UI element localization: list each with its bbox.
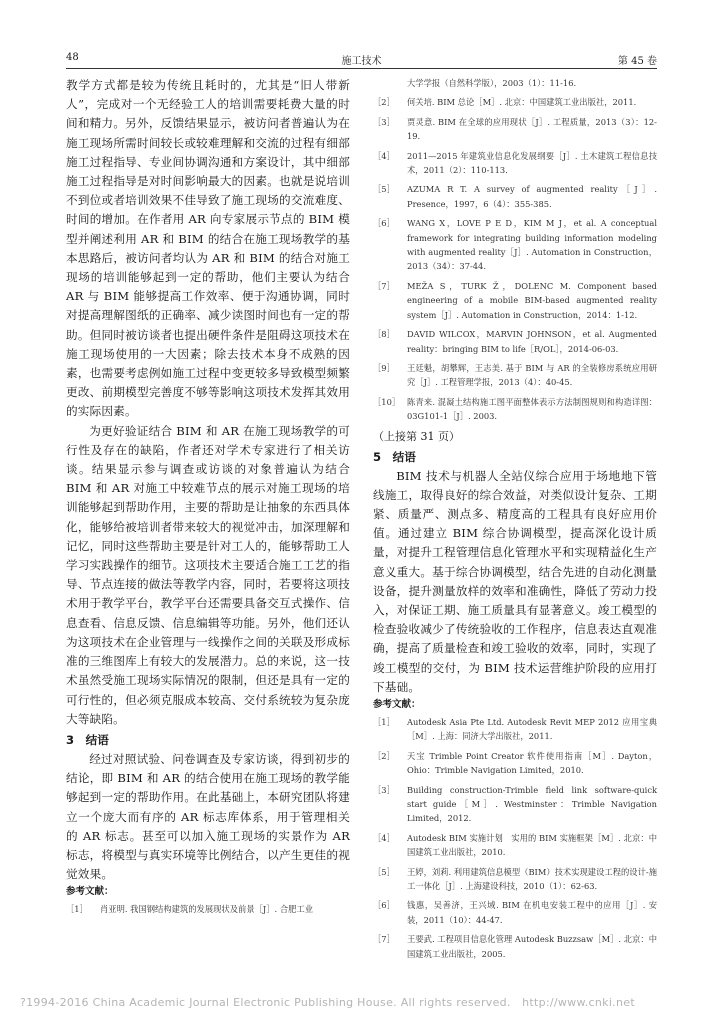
reference-text: AZUMA R T. A survey of augmented reality［J］. Presence，1997，6（4）：355-385. (407, 184, 657, 209)
reference-text: MEŽA S，TURK Ž，DOLENC M. Component based engineering of a mobile BIM-based augmented reality system［J］. Automation in Construction，2014：1-12. (407, 280, 657, 320)
reference-text: 大学学报（自然科学版），2003（1）：11-16. (407, 78, 577, 88)
reference-number: ［3］ (373, 116, 395, 127)
reference-number: ［8］ (373, 329, 395, 340)
reference-item (373, 395, 657, 424)
reference-number: ［4］ (373, 832, 395, 843)
section-title: 5 结语 (373, 449, 416, 464)
continued-from-note: （上接第 31 页） (373, 429, 460, 443)
body-paragraph: 为更好验证结合 BIM 和 AR 在施工现场教学的可行性及存在的缺陷，作者还对学术专家进行了相关访谈。结果显示参与调查或访谈的对象普遍认为结合 BIM 和 AR 对施工中较难节点的展示对施工现场的培训能够起到帮助作用，主要的帮助是让抽象的东西具体化，能够给被培训者带来较大的视觉冲击，加深理解和记忆，同时这些帮助主要是针对工人的，能够帮助工人学习实践操作的细节。这项技术主要适合施工工艺的指导、节点连接的做法等教学内容，同时，若要将这项技术用于教学平台，教学平台还需要具备交互式操作、信息查看、信息反馈、信息编辑等功能。另外，他们还认为这项技术在企业管理与一线操作之间的关联及形成标准的三维图库上有较大的发展潜力。总的来说，这一技术虽然受施工现场实际情况的限制，但还是具有一定的可行性的，但必须克服成本较高、交付系统较为复杂庞大等缺陷。 (66, 423, 350, 726)
reference-item (373, 749, 657, 778)
reference-number: ［7］ (373, 934, 395, 945)
reference-text: 天宝 Trimble Point Creator 软件使用指南［M］. Dayton，Ohio：Trimble Navigation Limited，2010. (407, 750, 657, 776)
reference-text: 何关培. BIM 总论［M］. 北京：中国建筑工业出版社，2011. (407, 97, 637, 108)
section-title: 3 结语 (66, 732, 109, 747)
reference-item (373, 216, 657, 274)
reference-number: ［5］ (373, 866, 395, 877)
reference-text: WANG X，LOVE P E D，KIM M J，et al. A conceptual framework for integrating building information modeling with augmented reality［J］. Automation in Construction，2013（34）：37-44. (407, 218, 657, 272)
reference-item (373, 831, 657, 860)
reference-list (66, 902, 350, 916)
reference-text: 贾灵意. BIM 在全球的应用现状［J］. 工程质量，2013（3）：12-19. (407, 116, 657, 142)
conclusion-paragraph: BIM 技术与机器人全站仪综合应用于场地地下管线施工，取得良好的综合效益，对类似设计复杂、工期紧、质量严、测点多、精度高的工程具有良好应用价值。通过建立 BIM 综合协调模型，提高深化设计质量，对提升工程管理信息化管理水平和实现精益化生产意义重大。基于综合协调模型，结合先进的自动化测量设备，提升测量放样的效率和准确性，降低了劳动力投入，对保证工期、施工质量具有显著意义。竣工模型的检查验收减少了传统验收的工作程序，信息表达直观准确，提高了质量检查和竣工验收的效率，同时，实现了竣工模型的交付，为 BIM 技术运营维护阶段的应用打下基础。 (373, 468, 657, 694)
header-rule (66, 68, 657, 69)
reference-text: Building construction-Trimble field link software-quick start guide［M］. Westminster：Trimble Navigation Limited，2012. (407, 784, 657, 824)
reference-item (373, 327, 657, 356)
reference-number: ［3］ (373, 784, 395, 795)
right-column (373, 76, 657, 966)
reference-item (373, 182, 657, 211)
conclusion-paragraph: 经过对照试验、问卷调查及专家访谈，得到初步的结论，即 BIM 和 AR 的结合使用在施工现场的教学能够起到一定的帮助作用。在此基础上，本研究团队将建立一个庞大而有序的 AR 标志库体系，用于管理相关的 AR 标志。甚至可以加入施工现场的实景作为 AR 标志，将模型与真实环境等比例结合，以产生更佳的视觉效果。 (66, 751, 350, 882)
reference-number: ［6］ (373, 900, 395, 911)
reference-text: Autodesk BIM 实施计划 实用的 BIM 实施框架［M］. 北京：中国建筑工业出版社，2010. (407, 832, 657, 858)
reference-text: 陈青来. 混凝土结构施工图平面整体表示方法制图规则和构造详图：03G101-1［J］. 2003. (407, 396, 657, 422)
reference-list (373, 715, 657, 961)
reference-item (66, 902, 350, 916)
reference-item (373, 783, 657, 826)
reference-continuation (373, 76, 657, 90)
reference-number: ［2］ (373, 750, 395, 761)
references-label: 参考文献： (373, 698, 421, 710)
reference-number: ［2］ (373, 97, 395, 108)
reference-text: 肖亚明. 我国钢结构建筑的发展现状及前景［J］. 合肥工业 (100, 904, 314, 915)
reference-text: DAVID WILCOX，MARVIN JOHNSON，et al. Augmented reality：bringing BIM to life［R/OL］，2014-06-03. (407, 329, 657, 354)
reference-number: ［1］ (373, 716, 395, 727)
references-label: 参考文献： (66, 886, 114, 898)
reference-text: 王廷魁，胡攀辉，王志美. 基于 BIM 与 AR 的全装修房系统应用研究［J］. 工程管理学报，2013（4）：40-45. (407, 362, 657, 388)
reference-item (373, 898, 657, 927)
reference-text: 王婷，刘莉. 利用建筑信息模型（BIM）技术实现建设工程的设计-施工一体化［J］. 上海建设科技，2010（1）：62-63. (407, 866, 657, 892)
reference-text: 王要武. 工程项目信息化管理 Autodesk Buzzsaw［M］. 北京：中国建筑工业出版社，2005. (407, 934, 657, 959)
reference-number: ［7］ (373, 280, 395, 291)
reference-item (373, 361, 657, 390)
reference-number: ［5］ (373, 184, 395, 195)
reference-text: 2011—2015 年建筑业信息化发展纲要［J］. 土木建筑工程信息技术，2011（2）：110-113. (407, 150, 657, 176)
reference-number: ［9］ (373, 362, 395, 373)
reference-text: Autodesk Asia Pte Ltd. Autodesk Revit MEP 2012 应用宝典［M］. 上海：同济大学出版社，2011. (407, 716, 657, 742)
reference-number: ［4］ (373, 150, 395, 161)
reference-item (373, 95, 657, 109)
reference-item (373, 865, 657, 894)
reference-item (373, 932, 657, 961)
reference-item (373, 149, 657, 178)
reference-number: ［1］ (66, 904, 88, 915)
page-header (66, 52, 657, 68)
reference-item (373, 279, 657, 322)
journal-name: 施工技术 (341, 56, 382, 67)
volume-label: 第 45 卷 (617, 56, 657, 67)
reference-item (373, 715, 657, 744)
body-paragraph: 教学方式都是较为传统且耗时的，尤其是“旧人带新人”，完成对一个无经验工人的培训需要耗费大量的时间和精力。另外，反馈结果显示，被访问者普遍认为在施工现场所需时间较长或较难理解和交流的过程有细部施工过程指导、专业间协调沟通和方案设计，其中细部施工过程指导是对时间影响最大的因素。也就是说培训不到位或者培训效果不佳导致了施工现场的交流难度、时间的增加。在作者用 AR 向专家展示节点的 BIM 模型并阐述利用 AR 和 BIM 的结合在施工现场教学的基本思路后，被访问者均认为 AR 和 BIM 的结合对施工现场的培训能够起到一定的帮助，他们主要认为结合 AR 与 BIM 能够提高工作效率、便于沟通协调，同时对提高理解图纸的正确率、减少读图时间也有一定的帮助。但同时被访谈者也提出硬件条件是阻碍这项技术在施工现场使用的一大因素；除去技术本身不成熟的因素，也需要考虑例如施工过程中变更较多导致模型频繁更改、前期模型完善度不够等影响这项技术发挥其效用的实际因素。 (66, 78, 350, 419)
reference-number: ［10］ (373, 396, 401, 407)
page-number: 48 (66, 52, 79, 63)
reference-list (373, 76, 657, 424)
copyright-footer: ?1994-2016 China Academic Journal Electronic Publishing House. All rights reserved. http://www.cnki.net (20, 996, 635, 1009)
reference-number: ［6］ (373, 218, 395, 229)
reference-item (373, 115, 657, 144)
reference-text: 钱惠，吴善济，王兴域. BIM 在机电安装工程中的应用［J］. 安装，2011（10）：44-47. (407, 900, 657, 925)
left-column (66, 76, 350, 922)
